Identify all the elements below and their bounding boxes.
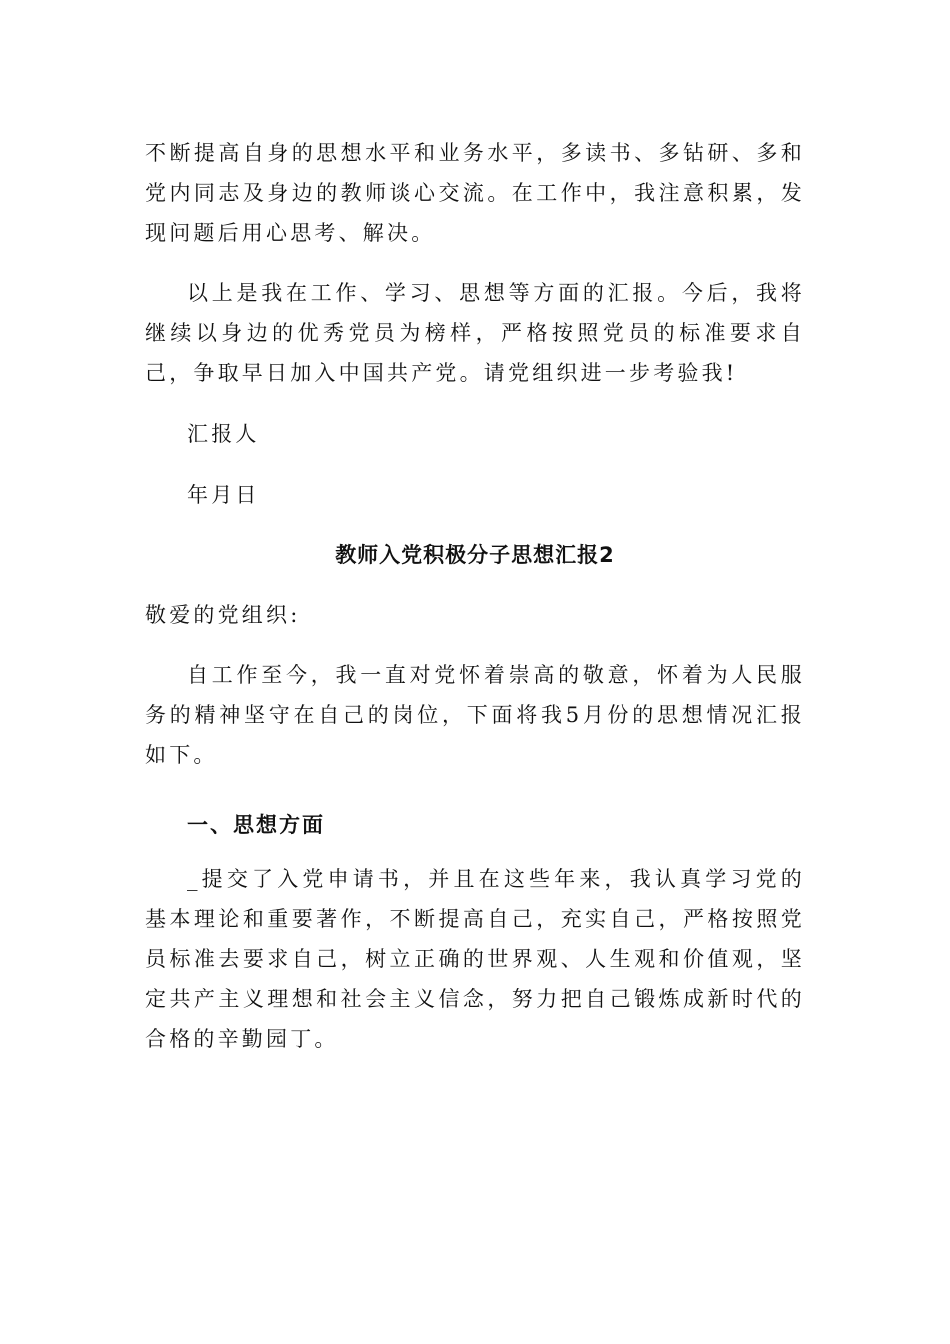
section-title: 教师入党积极分子思想汇报2 <box>335 543 615 567</box>
signature-label: 汇报人 <box>187 422 260 446</box>
paragraph-continuation: 不断提高自身的思想水平和业务水平，多读书、多钻研、多和党内同志及身边的教师谈心交流。在工作中，我注意积累，发现问题后用心思考、解决。 <box>145 141 805 245</box>
paragraph-closing: 以上是我在工作、学习、思想等方面的汇报。今后，我将继续以身边的优秀党员为榜样，严格按照党员的标准要求自己，争取早日加入中国共产党。请党组织进一步考验我! <box>145 281 805 385</box>
salutation: 敬爱的党组织: <box>145 603 301 627</box>
document-body <box>145 133 805 1059</box>
section-heading-thought: 一、思想方面 <box>187 813 325 837</box>
date-label: 年月日 <box>187 483 260 507</box>
paragraph-thought: _提交了入党申请书，并且在这些年来，我认真学习党的基本理论和重要著作，不断提高自己，充实自己，严格按照党员标准去要求自己，树立正确的世界观、人生观和价值观，坚定共产主义理想和社会主义信念，努力把自己锻炼成新时代的合格的辛勤园丁。 <box>145 867 805 1051</box>
paragraph-intro: 自工作至今，我一直对党怀着崇高的敬意，怀着为人民服务的精神坚守在自己的岗位，下面将我5月份的思想情况汇报如下。 <box>145 663 805 767</box>
